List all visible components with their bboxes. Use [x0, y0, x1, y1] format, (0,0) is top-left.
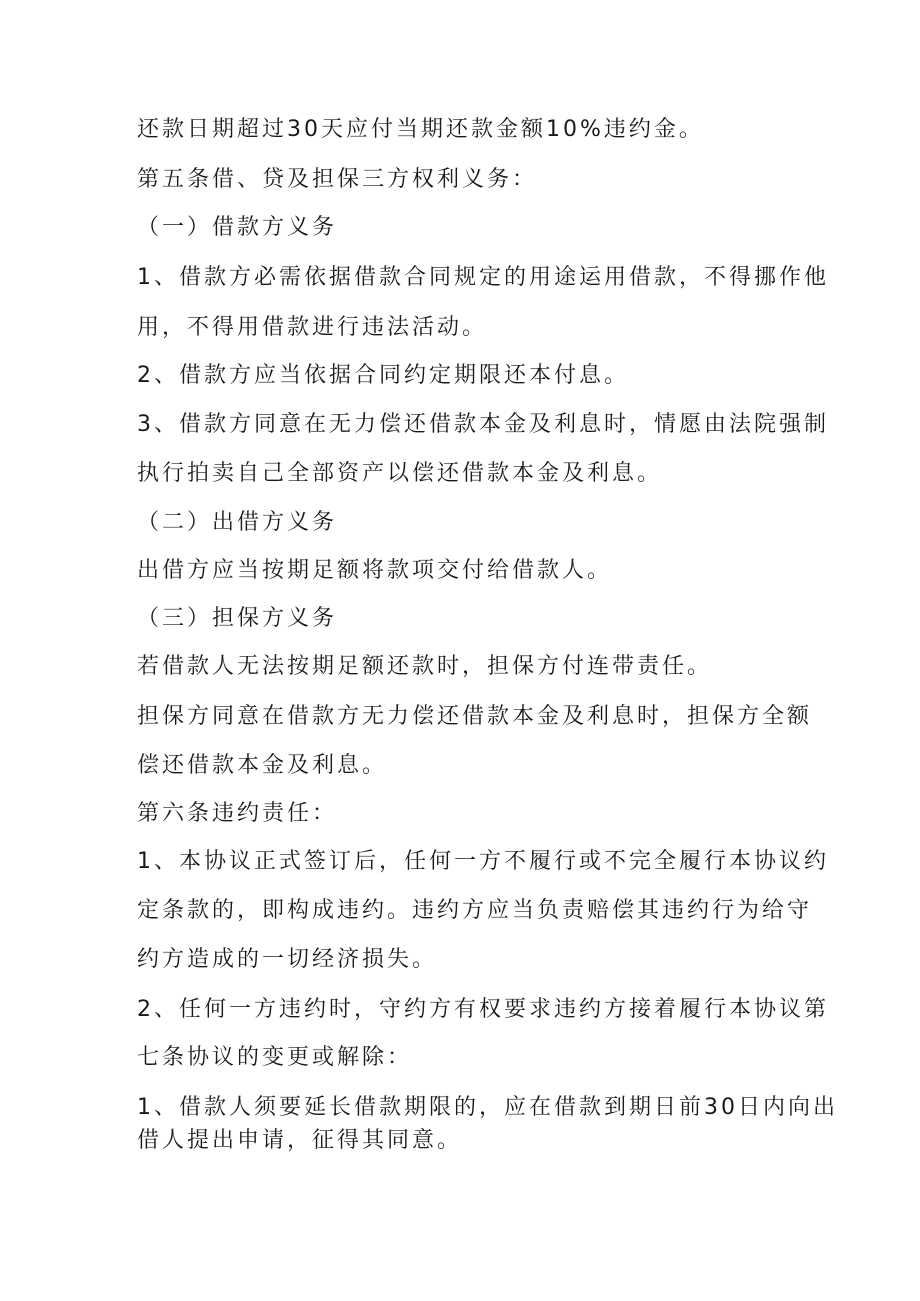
- article-heading: 七条协议的变更或解除：: [137, 1045, 413, 1070]
- text-line: 1、本协议正式签订后，任何一方不履行或不完全履行本协议约: [137, 849, 829, 874]
- text-line: 若借款人无法按期足额还款时，担保方付连带责任。: [137, 654, 713, 679]
- text-line: 出借方应当按期足额将款项交付给借款人。: [137, 558, 613, 583]
- text-line: 还款日期超过30天应付当期还款金额10%违约金。: [137, 117, 704, 142]
- text-line: 3、借款方同意在无力偿还借款本金及利息时，情愿由法院强制: [137, 412, 829, 437]
- text-line: 偿还借款本金及利息。: [137, 753, 388, 778]
- text-line: 2、任何一方违约时，守约方有权要求违约方接着履行本协议第: [137, 997, 829, 1022]
- text-line: 用，不得用借款进行违法活动。: [137, 315, 488, 340]
- section-heading: （一）借款方义务: [137, 215, 338, 240]
- text-line: 执行拍卖自己全部资产以偿还借款本金及利息。: [137, 461, 663, 486]
- text-line: 借人提出申请，征得其同意。: [137, 1128, 463, 1153]
- text-line: 约方造成的一切经济损失。: [137, 947, 438, 972]
- section-heading: （三）担保方义务: [137, 606, 338, 631]
- article-heading: 第六条违约责任：: [137, 801, 338, 826]
- section-heading: （二）出借方义务: [137, 510, 338, 535]
- article-heading: 第五条借、贷及担保三方权利义务：: [137, 167, 538, 192]
- text-line: 担保方同意在借款方无力偿还借款本金及利息时，担保方全额: [137, 704, 813, 729]
- text-line: 定条款的，即构成违约。违约方应当负责赔偿其违约行为给守: [137, 898, 813, 923]
- text-line: 1、借款方必需依据借款合同规定的用途运用借款，不得挪作他: [137, 265, 829, 290]
- text-line: 1、借款人须要延长借款期限的，应在借款到期日前30日内向出: [137, 1095, 838, 1120]
- text-line: 2、借款方应当依据合同约定期限还本付息。: [137, 363, 629, 388]
